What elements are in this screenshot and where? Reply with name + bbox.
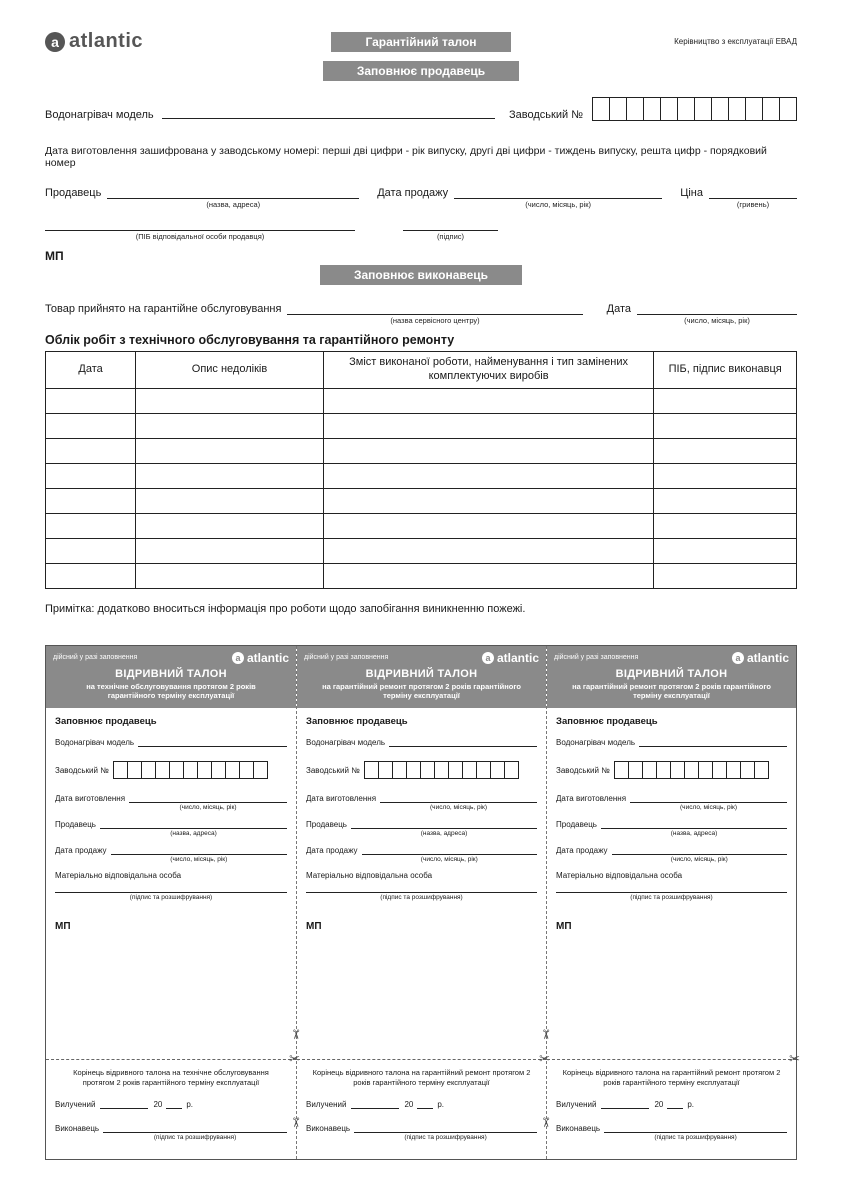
serial-digit-cell[interactable] <box>745 97 763 121</box>
coupon-seller-row <box>55 819 287 837</box>
stub-removed-label: Вилучений <box>556 1099 597 1109</box>
serial-digit-cell[interactable] <box>726 761 741 779</box>
stub-executor-hint: (підпис та розшифрування) <box>654 1133 737 1141</box>
coupon-maintenance <box>46 646 300 1159</box>
atlantic-logo-icon: a <box>732 652 744 664</box>
stub-executor-label: Виконавець <box>556 1123 601 1133</box>
coupon-header <box>297 646 546 709</box>
work-table-cell[interactable] <box>323 438 653 463</box>
atlantic-logo-text: atlantic <box>246 650 289 665</box>
coupon-seller-blank[interactable] <box>100 819 287 837</box>
coupon-serial-row <box>306 761 537 779</box>
col-header-date: Дата <box>46 352 136 389</box>
atlantic-logo <box>45 30 143 53</box>
work-table-row <box>46 488 797 513</box>
col-header-defects: Опис недоліків <box>136 352 324 389</box>
serial-digit-cell[interactable] <box>127 761 142 779</box>
work-table-row <box>46 388 797 413</box>
serial-digit-cell[interactable] <box>656 761 671 779</box>
coupon-signature-hint: (підпис та розшифрування) <box>630 894 713 901</box>
coupon-model-row <box>55 737 287 747</box>
work-table-cell[interactable] <box>46 438 136 463</box>
work-table-cell[interactable] <box>323 563 653 588</box>
serial-digit-cell[interactable] <box>684 761 699 779</box>
coupon-body <box>547 708 796 1059</box>
coupon-mfg-date-blank[interactable] <box>380 793 537 811</box>
serial-digit-cell[interactable] <box>239 761 254 779</box>
stub-removed-label: Вилучений <box>306 1099 347 1109</box>
coupon-model-label: Водонагрівач модель <box>556 738 636 747</box>
coupon-sale-date-row <box>306 845 537 863</box>
sale-date-blank[interactable] <box>454 185 662 209</box>
coupon-validity-row <box>53 651 289 665</box>
stub-executor-hint: (підпис та розшифрування) <box>153 1133 237 1141</box>
coupon-validity-row <box>554 651 789 665</box>
work-table-cell[interactable] <box>654 513 797 538</box>
work-table-row <box>46 538 797 563</box>
serial-digit-cell[interactable] <box>392 761 407 779</box>
acceptance-date-blank[interactable] <box>637 301 797 325</box>
coupon-seller-section-title: Заповнює продавець <box>306 716 408 727</box>
price-blank[interactable] <box>709 185 797 209</box>
work-table-cell[interactable] <box>136 563 324 588</box>
work-table-cell[interactable] <box>654 488 797 513</box>
coupon-validity-note: дійсний у разі заповнення <box>53 654 138 661</box>
coupon-serial-grid <box>365 761 519 779</box>
serial-digit-cell[interactable] <box>476 761 491 779</box>
cut-line <box>46 1051 300 1067</box>
stub-executor-label: Виконавець <box>55 1123 100 1133</box>
stub-executor-row <box>55 1123 287 1141</box>
work-table-cell[interactable] <box>136 488 324 513</box>
coupon-serial-label: Заводський № <box>55 765 109 775</box>
serial-digit-cell[interactable] <box>712 761 727 779</box>
serial-digit-cell[interactable] <box>762 97 780 121</box>
serial-digit-cell[interactable] <box>609 97 627 121</box>
col-header-work-description: Зміст виконаної роботи, найменування і тип замінених комплектуючих виробів <box>323 352 653 389</box>
work-table-row <box>46 513 797 538</box>
work-table-title: Облік робіт з технічного обслуговування та гарантійного ремонту <box>45 333 455 347</box>
coupon-mfg-date-label: Дата виготовлення <box>55 794 126 803</box>
work-table-cell[interactable] <box>323 388 653 413</box>
coupon-header <box>547 646 796 709</box>
coupon-sale-date-blank[interactable] <box>111 845 287 863</box>
coupon-mfg-date-hint: (число, місяць, рік) <box>680 804 738 811</box>
coupon-signature-hint: (підпис та розшифрування) <box>380 894 463 901</box>
stub-year-prefix: 20 <box>153 1099 163 1109</box>
serial-digit-cell[interactable] <box>626 97 644 121</box>
coupon-stamp-mark: МП <box>556 921 572 932</box>
coupon-serial-label: Заводський № <box>556 765 610 775</box>
stub-removed-date-blank[interactable] <box>351 1099 399 1109</box>
work-table-row <box>46 463 797 488</box>
coupon-responsible-signature-row <box>556 883 787 901</box>
coupon-seller-hint: (назва, адреса) <box>170 830 217 837</box>
serial-digit-cell[interactable] <box>643 97 661 121</box>
coupon-validity-note: дійсний у разі заповнення <box>554 654 639 661</box>
stub-executor-row <box>306 1123 537 1141</box>
scissors-icon: ✂ <box>289 1051 300 1067</box>
coupon-seller-blank[interactable] <box>601 819 787 837</box>
coupon-seller-label: Продавець <box>306 820 347 829</box>
coupon-title: ВІДРИВНИЙ ТАЛОН <box>365 667 478 680</box>
coupon-body <box>46 708 296 1059</box>
stub-text: Корінець відривного талона на гарантійний ремонт протягом 2 років гарантійного терміну експлуатації <box>562 1068 781 1088</box>
coupon-sale-date-hint: (число, місяць, рік) <box>170 856 228 863</box>
stub-removed-row <box>556 1099 787 1109</box>
coupon-sale-date-blank[interactable] <box>362 845 537 863</box>
stub-year-prefix: 20 <box>654 1099 664 1109</box>
serial-digit-cell[interactable] <box>364 761 379 779</box>
stub-removed-date-blank[interactable] <box>100 1099 148 1109</box>
seller-signature-blank[interactable] <box>403 217 498 241</box>
scissors-icon: ✂ <box>789 1051 800 1067</box>
coupon-stub <box>46 1060 296 1158</box>
seller-hint: (назва, адреса) <box>206 200 261 209</box>
serial-digit-cell[interactable] <box>406 761 421 779</box>
coupon-responsible-signature-row <box>306 883 537 901</box>
work-log-table <box>45 351 797 589</box>
executor-section-title: Заповнює виконавець <box>320 265 522 285</box>
coupon-responsible-label: Матеріально відповідальна особа <box>556 871 683 880</box>
coupon-seller-label: Продавець <box>55 820 96 829</box>
price-label: Ціна <box>680 187 703 199</box>
coupon-sale-date-blank[interactable] <box>612 845 787 863</box>
coupon-subtitle: на технічне обслуговування протягом 2 років гарантійного терміну експлуатації <box>86 681 256 701</box>
responsible-person-blank[interactable] <box>45 217 355 241</box>
stub-removed-row <box>306 1099 537 1109</box>
coupon-sale-date-row <box>55 845 287 863</box>
serial-digit-cell[interactable] <box>779 97 797 121</box>
coupon-responsible-label: Матеріально відповідальна особа <box>55 871 182 880</box>
coupon-model-blank[interactable] <box>138 737 287 747</box>
coupon-model-blank[interactable] <box>639 737 787 747</box>
work-table-cell[interactable] <box>654 438 797 463</box>
coupon-seller-hint: (назва, адреса) <box>420 830 468 837</box>
coupon-stub <box>547 1060 796 1158</box>
serial-digit-cell[interactable] <box>670 761 685 779</box>
serial-digit-cell[interactable] <box>698 761 713 779</box>
seller-blank[interactable] <box>107 185 359 209</box>
coupon-model-blank[interactable] <box>389 737 537 747</box>
work-table-row <box>46 438 797 463</box>
coupon-serial-label: Заводський № <box>306 765 360 775</box>
sale-date-hint: (число, місяць, рік) <box>525 200 592 209</box>
work-table-header-row <box>46 352 797 389</box>
coupon-serial-row <box>55 761 287 779</box>
work-table-cell[interactable] <box>46 563 136 588</box>
coupon-model-row <box>556 737 787 747</box>
scissors-icon: ✂ <box>538 1116 554 1128</box>
coupon-responsible-signature-blank[interactable] <box>556 883 787 901</box>
acceptance-date-label: Дата <box>606 303 631 315</box>
atlantic-logo-text: atlantic <box>496 650 539 665</box>
work-table-cell[interactable] <box>46 388 136 413</box>
serial-label: Заводський № <box>509 109 583 121</box>
serial-digit-cell[interactable] <box>740 761 755 779</box>
stub-executor-hint: (підпис та розшифрування) <box>404 1133 487 1141</box>
coupon-repair-2 <box>546 646 800 1159</box>
serial-digit-cell[interactable] <box>592 97 610 121</box>
page-header <box>45 30 797 53</box>
stub-year-blank[interactable] <box>417 1099 433 1109</box>
stamp-mark: МП <box>45 249 64 263</box>
work-table-row <box>46 563 797 588</box>
coupon-seller-label: Продавець <box>556 820 597 829</box>
work-table-cell[interactable] <box>323 538 653 563</box>
serial-digit-cell[interactable] <box>642 761 657 779</box>
serial-digit-cell[interactable] <box>169 761 184 779</box>
serial-digit-cell[interactable] <box>183 761 198 779</box>
work-table-body <box>46 388 797 588</box>
coupon-seller-blank[interactable] <box>351 819 537 837</box>
work-table-cell[interactable] <box>654 463 797 488</box>
work-table-cell[interactable] <box>136 413 324 438</box>
work-table-cell[interactable] <box>323 413 653 438</box>
serial-digit-cell[interactable] <box>420 761 435 779</box>
manual-reference: Керівництво з експлуатації ЕВАД <box>674 37 797 46</box>
scissors-icon: ✂ <box>288 1116 304 1128</box>
work-table-cell[interactable] <box>654 538 797 563</box>
serial-number-grid <box>593 97 797 121</box>
coupon-serial-row <box>556 761 787 779</box>
stub-removed-label: Вилучений <box>55 1099 96 1109</box>
coupon-mfg-date-label: Дата виготовлення <box>556 794 627 803</box>
coupon-mfg-date-label: Дата виготовлення <box>306 794 377 803</box>
scissors-icon: ✂ <box>538 1028 554 1040</box>
coupon-seller-row <box>556 819 787 837</box>
cut-line <box>547 1051 800 1067</box>
coupon-sale-date-label: Дата продажу <box>55 846 107 855</box>
coupon-mfg-date-hint: (число, місяць, рік) <box>179 804 237 811</box>
coupon-mfg-date-blank[interactable] <box>129 793 287 811</box>
coupon-signature-hint: (підпис та розшифрування) <box>129 894 213 901</box>
stub-executor-blank[interactable] <box>103 1123 287 1141</box>
stub-executor-label: Виконавець <box>306 1123 351 1133</box>
stub-year-suffix: р. <box>437 1099 445 1109</box>
coupon-title: ВІДРИВНИЙ ТАЛОН <box>615 667 728 680</box>
atlantic-logo-text: atlantic <box>746 650 789 665</box>
stub-year-blank[interactable] <box>166 1099 182 1109</box>
atlantic-logo <box>732 651 789 665</box>
scissors-icon: ✂ <box>288 1028 304 1040</box>
serial-digit-cell[interactable] <box>434 761 449 779</box>
work-table-cell[interactable] <box>46 488 136 513</box>
coupon-repair-1 <box>296 646 550 1159</box>
coupon-body <box>297 708 546 1059</box>
coupon-seller-section-title: Заповнює продавець <box>55 716 157 727</box>
work-table-cell[interactable] <box>136 538 324 563</box>
coupon-serial-grid <box>615 761 769 779</box>
serial-digit-cell[interactable] <box>504 761 519 779</box>
model-blank[interactable] <box>162 105 495 119</box>
coupon-seller-section-title: Заповнює продавець <box>556 716 658 727</box>
serial-digit-cell[interactable] <box>225 761 240 779</box>
coupon-sale-date-hint: (число, місяць, рік) <box>670 856 728 863</box>
work-table-cell[interactable] <box>323 488 653 513</box>
service-center-blank[interactable] <box>287 301 582 325</box>
work-table-cell[interactable] <box>46 538 136 563</box>
coupon-model-row <box>306 737 537 747</box>
work-table-row <box>46 413 797 438</box>
coupon-validity-note: дійсний у разі заповнення <box>304 654 389 661</box>
coupon-seller-hint: (назва, адреса) <box>670 830 718 837</box>
serial-digit-cell[interactable] <box>728 97 746 121</box>
tear-off-coupons-block <box>45 645 800 1160</box>
acceptance-row <box>45 301 797 325</box>
coupon-stamp-mark: МП <box>55 921 71 932</box>
coupon-sale-date-row <box>556 845 787 863</box>
coupon-model-label: Водонагрівач модель <box>306 738 386 747</box>
seller-row <box>45 185 797 209</box>
work-table-cell[interactable] <box>136 438 324 463</box>
coupon-sale-date-label: Дата продажу <box>306 846 358 855</box>
coupon-responsible-label: Матеріально відповідальна особа <box>306 871 433 880</box>
coupon-seller-row <box>306 819 537 837</box>
fire-safety-note: Примітка: додатково вноситься інформація про роботи щодо запобігання виникненню пожежі. <box>45 602 526 615</box>
atlantic-logo-icon: a <box>232 652 244 664</box>
stub-year-suffix: р. <box>687 1099 695 1109</box>
work-table-cell[interactable] <box>323 513 653 538</box>
work-table-cell[interactable] <box>136 463 324 488</box>
serial-digit-cell[interactable] <box>197 761 212 779</box>
coupon-mfg-date-hint: (число, місяць, рік) <box>430 804 488 811</box>
service-center-hint: (назва сервісного центру) <box>390 316 480 325</box>
coupon-responsible-signature-blank[interactable] <box>306 883 537 901</box>
coupon-stamp-mark: МП <box>306 921 322 932</box>
serial-digit-cell[interactable] <box>677 97 695 121</box>
coupon-title: ВІДРИВНИЙ ТАЛОН <box>115 667 227 680</box>
signature-row <box>45 217 797 241</box>
serial-digit-cell[interactable] <box>660 97 678 121</box>
col-header-executor: ПІБ, підпис виконавця <box>654 352 797 389</box>
serial-digit-cell[interactable] <box>155 761 170 779</box>
atlantic-logo-icon: a <box>482 652 494 664</box>
work-table-cell[interactable] <box>136 388 324 413</box>
scissors-icon: ✂ <box>539 1051 550 1067</box>
coupon-subtitle: на гарантійний ремонт протягом 2 років гарантійного терміну експлуатації <box>572 681 771 701</box>
coupon-stub <box>297 1060 546 1158</box>
coupon-mfg-date-blank[interactable] <box>630 793 787 811</box>
sale-date-label: Дата продажу <box>377 187 449 199</box>
seller-signature-hint: (підпис) <box>436 232 465 241</box>
stub-removed-row <box>55 1099 287 1109</box>
serial-digit-cell[interactable] <box>694 97 712 121</box>
price-hint: (гривень) <box>736 200 770 209</box>
serial-digit-cell[interactable] <box>462 761 477 779</box>
atlantic-logo <box>232 651 289 665</box>
work-table-cell[interactable] <box>654 413 797 438</box>
stub-executor-row <box>556 1123 787 1141</box>
coupon-mfg-date-row <box>306 793 537 811</box>
serial-digit-cell[interactable] <box>253 761 268 779</box>
model-serial-row <box>45 97 797 121</box>
responsible-person-hint: (ПІБ відповідальної особи продавця) <box>135 232 265 241</box>
coupon-responsible-signature-row <box>55 883 287 901</box>
serial-digit-cell[interactable] <box>711 97 729 121</box>
model-label: Водонагрівач модель <box>45 109 154 121</box>
work-table-cell[interactable] <box>654 388 797 413</box>
serial-digit-cell[interactable] <box>378 761 393 779</box>
seller-section-title: Заповнює продавець <box>323 61 519 81</box>
coupon-sale-date-label: Дата продажу <box>556 846 608 855</box>
work-table-cell[interactable] <box>46 413 136 438</box>
coupon-sale-date-hint: (число, місяць, рік) <box>420 856 478 863</box>
coupon-responsible-signature-blank[interactable] <box>55 883 287 901</box>
stub-year-prefix: 20 <box>404 1099 414 1109</box>
coupon-subtitle: на гарантійний ремонт протягом 2 років гарантійного терміну експлуатації <box>322 681 521 701</box>
cut-line <box>297 1051 550 1067</box>
stub-year-blank[interactable] <box>667 1099 683 1109</box>
serial-digit-cell[interactable] <box>628 761 643 779</box>
stub-executor-blank[interactable] <box>604 1123 787 1141</box>
page-title: Гарантійний талон <box>331 32 510 52</box>
coupon-validity-row <box>304 651 539 665</box>
work-table-cell[interactable] <box>654 563 797 588</box>
coupon-serial-grid <box>114 761 268 779</box>
stub-year-suffix: р. <box>186 1099 194 1109</box>
serial-digit-cell[interactable] <box>448 761 463 779</box>
work-table-cell[interactable] <box>136 513 324 538</box>
accepted-label: Товар прийнято на гарантійне обслуговування <box>45 303 282 315</box>
coupon-model-label: Водонагрівач модель <box>55 738 135 747</box>
stub-removed-date-blank[interactable] <box>601 1099 649 1109</box>
stub-executor-blank[interactable] <box>354 1123 537 1141</box>
serial-digit-cell[interactable] <box>490 761 505 779</box>
work-table-cell[interactable] <box>46 513 136 538</box>
stub-text: Корінець відривного талона на технічне обслуговування протягом 2 років гарантійного терміну експлуатації <box>73 1068 269 1088</box>
coupon-header <box>46 646 296 709</box>
acceptance-date-hint: (число, місяць, рік) <box>684 316 750 325</box>
seller-label: Продавець <box>45 187 102 199</box>
atlantic-logo-icon: a <box>45 32 65 52</box>
serial-digit-cell[interactable] <box>754 761 769 779</box>
coupon-mfg-date-row <box>55 793 287 811</box>
serial-digit-cell[interactable] <box>614 761 629 779</box>
coupon-mfg-date-row <box>556 793 787 811</box>
stub-text: Корінець відривного талона на гарантійний ремонт протягом 2 років гарантійного терміну експлуатації <box>312 1068 531 1088</box>
work-table-cell[interactable] <box>323 463 653 488</box>
serial-digit-cell[interactable] <box>211 761 226 779</box>
atlantic-logo-text: atlantic <box>69 30 144 52</box>
serial-digit-cell[interactable] <box>141 761 156 779</box>
atlantic-logo <box>482 651 539 665</box>
work-table-cell[interactable] <box>46 463 136 488</box>
manufacture-date-note: Дата виготовлення зашифрована у заводському номері: перші дві цифри - рік випуску, другі дві цифри - тиждень випуску, решта цифр - порядковий номер <box>45 145 767 169</box>
serial-digit-cell[interactable] <box>113 761 128 779</box>
